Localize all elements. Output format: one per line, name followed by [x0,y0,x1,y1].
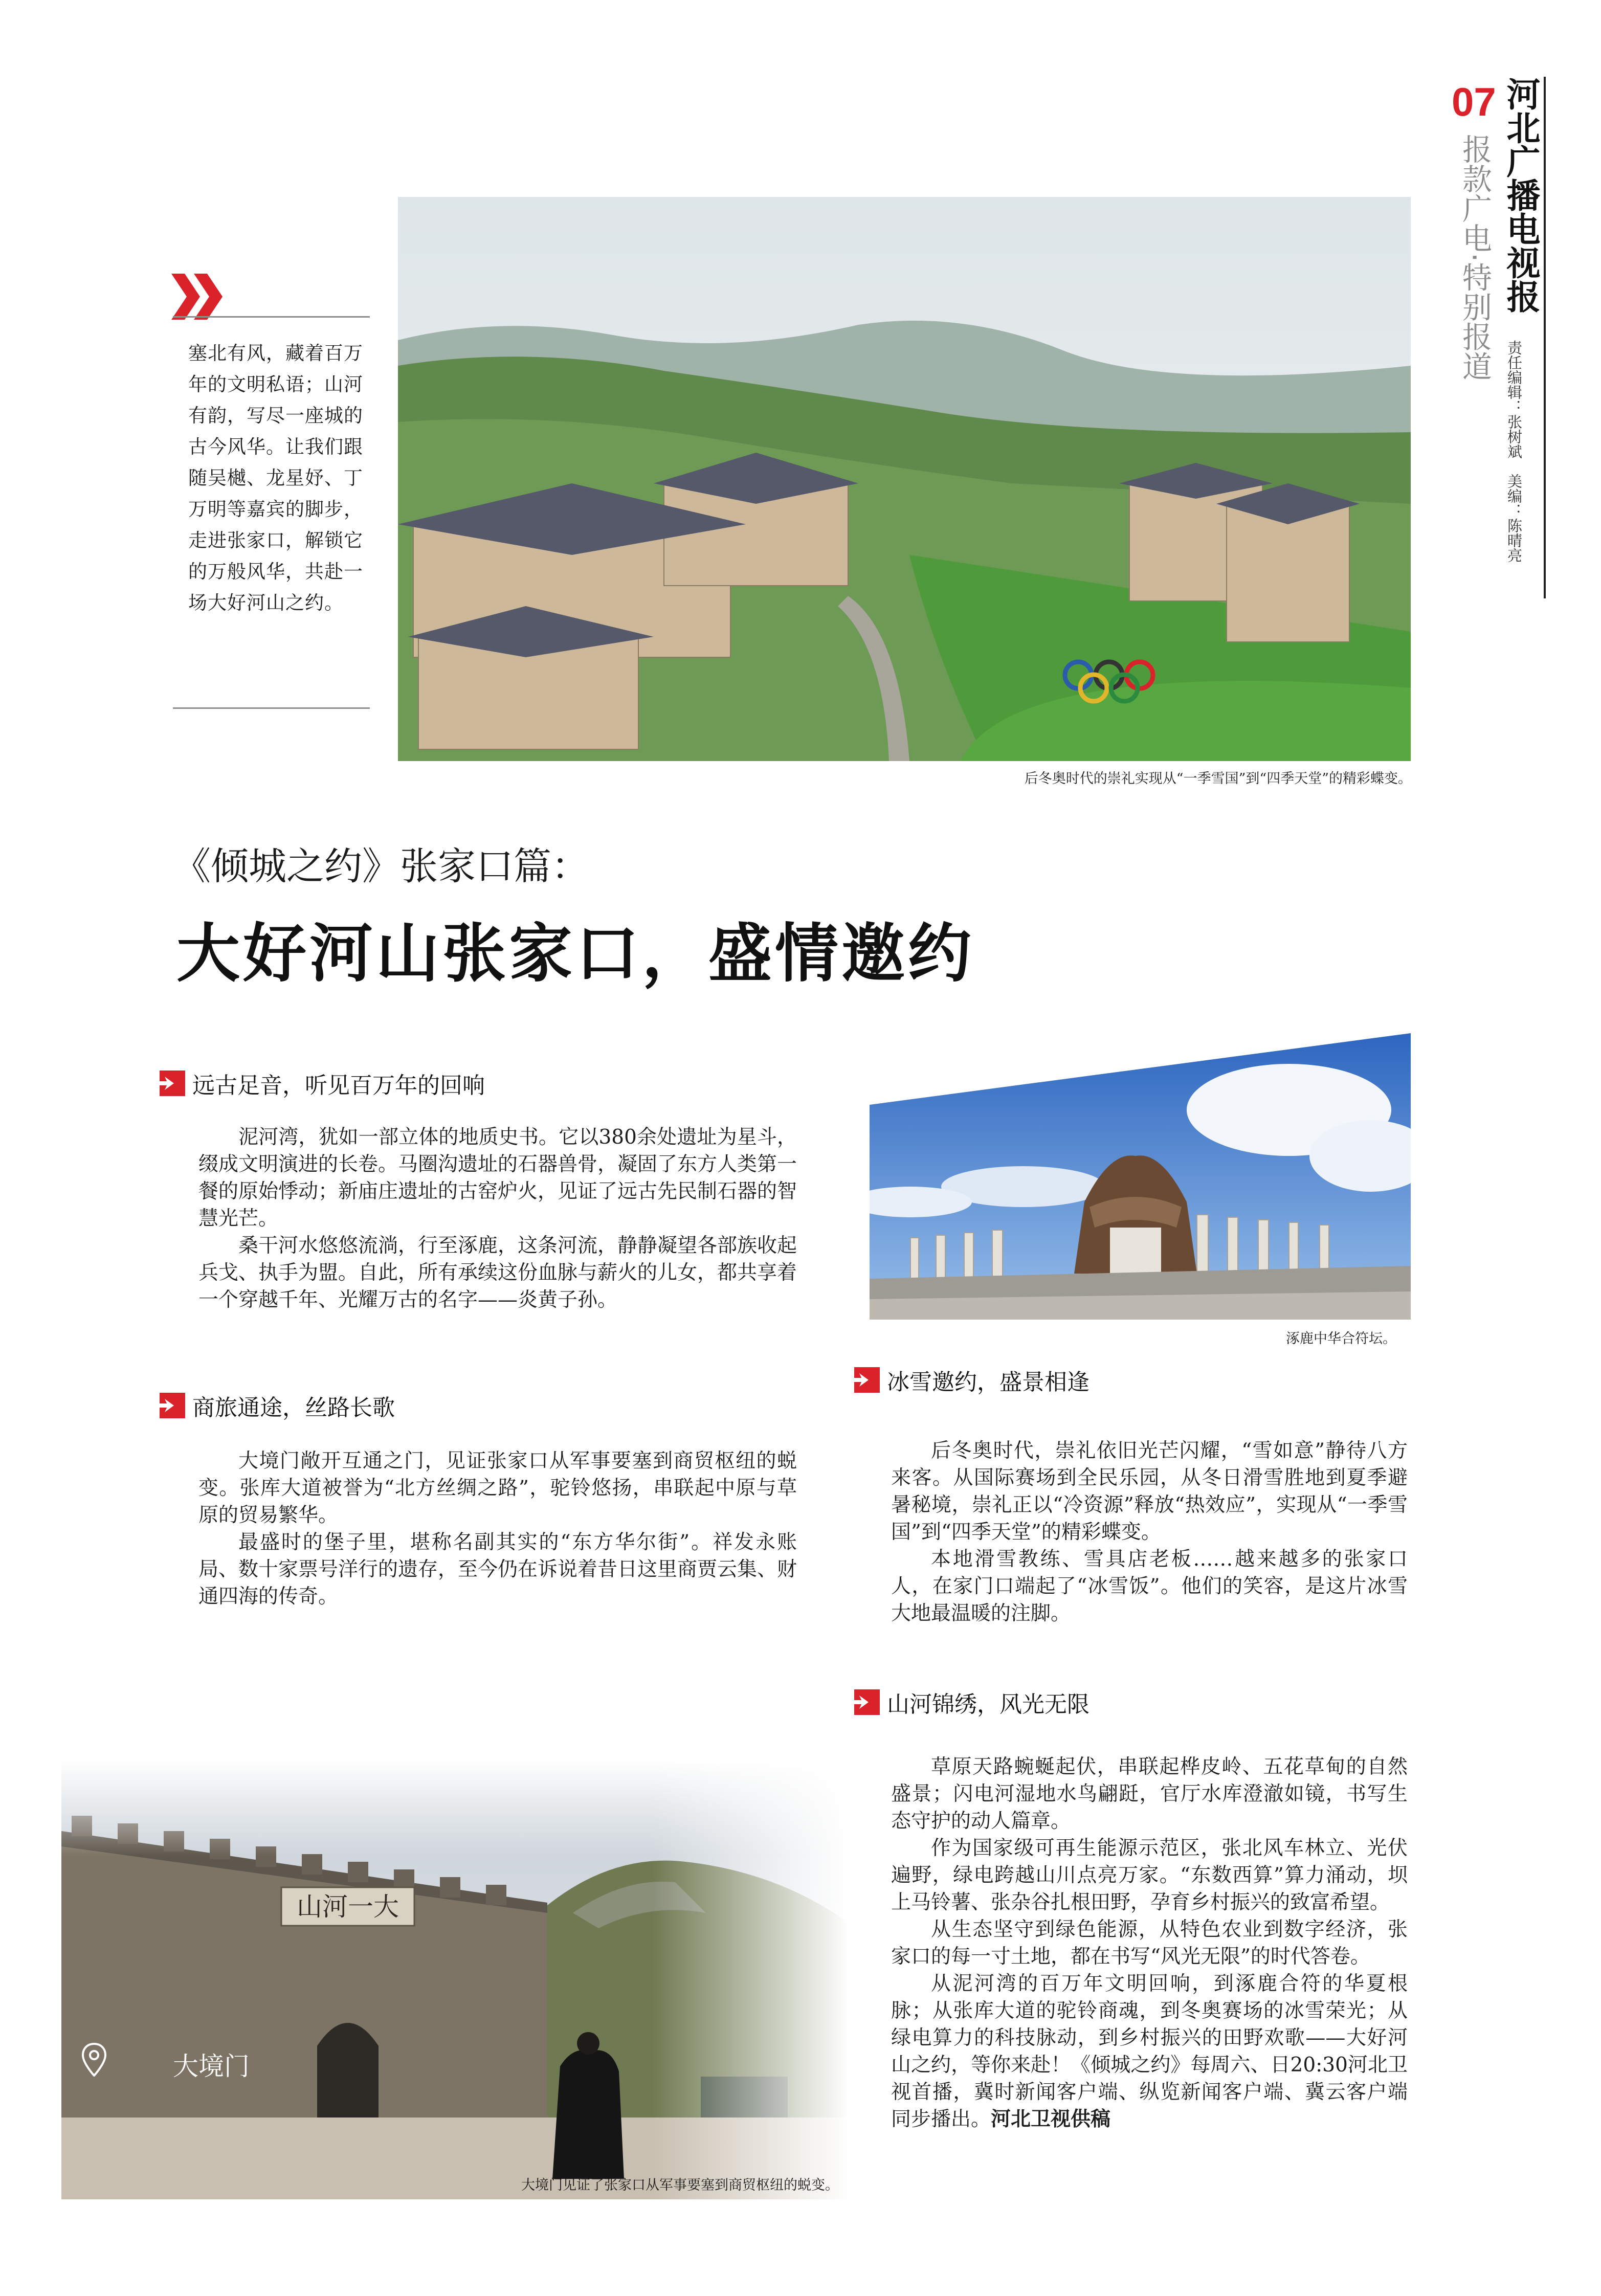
section-heading-snow [848,1365,1089,1395]
paragraph: 桑干河水悠悠流淌，行至涿鹿，这条河流，静静凝望各部族收起兵戈、执手为盟。自此，所有承续这份血脉与薪火的儿女，都共享着一个穿越千年、光耀万古的名字——炎黄子孙。 [198,1234,797,1311]
section-heading-ancient [153,1068,485,1099]
paragraph: 后冬奥时代，崇礼依旧光芒闪耀，“雪如意”静待八方来客。从国际赛场到全民乐园，从冬日滑雪胜地到夏季避暑秘境，崇礼正以“冷资源”释放“热效应”，实现从“一季雪国”到“四季天堂”的精彩蝶变。 [891,1439,1408,1544]
middle-photo-caption: 涿鹿中华合符坛。 [1286,1331,1396,1347]
paragraph: 从生态坚守到绿色能源，从特色农业到数字经济，张家口的每一寸土地，都在书写“风光无限”的时代答卷。 [891,1918,1408,1968]
paragraph [891,1970,1408,2133]
arrow-marker-icon [153,1071,185,1096]
article-headline: 大好河山张家口，盛情邀约 [176,917,975,991]
section-heading-trade [153,1390,395,1421]
intro-top-rule [173,316,370,318]
editor-credits: 责任编辑：张树斌 美编：陈晴亮 [1505,340,1523,563]
paragraph: 最盛时的堡子里，堪称名副其实的“东方华尔街”。祥发永账局、数十家票号洋行的遗存，至今仍在诉说着昔日这里商贾云集、财通四海的传奇。 [198,1531,797,1608]
top-photo-caption: 后冬奥时代的崇礼实现从“一季雪国”到“四季天堂”的精彩蝶变。 [1024,771,1412,787]
section-title: 山河锦绣，风光无限 [887,1691,1089,1718]
bottom-photo-caption: 大境门见证了张家口从军事要塞到商贸枢纽的蜕变。 [521,2177,839,2193]
section-title: 商旅通途，丝路长歌 [192,1395,395,1421]
paragraph: 草原天路蜿蜒起伏，串联起桦皮岭、五花草甸的自然盛景；闪电河湿地水鸟翩跹，官厅水库澄澈如镜，书写生态守护的动人篇章。 [891,1755,1408,1833]
section-title: 冰雪邀约，盛景相逢 [887,1369,1089,1395]
section-body-snow [891,1437,1408,1627]
closing-paragraph: 从泥河湾的百万年文明回响，到涿鹿合符的华夏根脉；从张库大道的驼铃商魂，到冬奥赛场的冰雪荣光；从绿电算力的科技脉动，到乡村振兴的田野欢歌——大好河山之约，等你来赴！《倾城之约》每周六、日20:30河北卫视首播，冀时新闻客户端、纵览新闻客户端、冀云客户端同步播出。 [891,1972,1408,2131]
section-title: 远古足音，听见百万年的回响 [192,1073,485,1099]
paragraph: 泥河湾，犹如一部立体的地质史书。它以380余处遗址为星斗，缀成文明演进的长卷。马圈沟遗址的石器兽骨，凝固了东方人类第一餐的原始悸动；新庙庄遗址的古窑炉火，见证了远古先民制石器的智慧光芒。 [198,1126,797,1230]
arrow-marker-icon [848,1367,880,1393]
chongli-olympic-village-photo [398,197,1411,761]
dajingmen-gate-photo [61,1759,849,2199]
intro-bottom-rule [173,707,370,709]
paragraph: 大境门敞开互通之门，见证张家口从军事要塞到商贸枢纽的蜕变。张库大道被誉为“北方丝绸之路”，驼铃悠扬，串联起中原与草原的贸易繁华。 [198,1450,797,1527]
special-report-label: 报款广电·特别报道 [1457,134,1492,381]
location-label: 大境门 [173,2052,250,2081]
section-body-landscape [891,1753,1408,2133]
arrow-marker-icon [153,1393,185,1418]
section-heading-landscape [848,1687,1089,1718]
section-body-ancient [198,1124,797,1313]
paragraph: 本地滑雪教练、雪具店老板……越来越多的张家口人，在家门口端起了“冰雪饭”。他们的笑容，是这片冰雪大地最温暖的注脚。 [891,1548,1408,1625]
double-chevron-icon [171,274,233,320]
newspaper-name: 河北广播电视报 [1501,77,1540,313]
intro-text: 塞北有风，藏着百万年的文明私语；山河有韵，写尽一座城的古今风华。让我们跟随吴樾、龙星妤、丁万明等嘉宾的脚步，走进张家口，解锁它的万般风华，共赴一场大好河山之约。 [188,342,363,614]
masthead-rule [1544,77,1546,598]
arrow-marker-icon [848,1689,880,1715]
paragraph: 作为国家级可再生能源示范区，张北风车林立、光伏遍野，绿电跨越山川点亮万家。“东数西算”算力涌动，坝上马铃薯、张杂谷扎根田野，孕育乡村振兴的致富希望。 [891,1837,1408,1914]
source-credit: 河北卫视供稿 [991,2108,1111,2131]
article-kicker: 《倾城之约》张家口篇： [173,844,589,888]
zhuolu-altar-photo [870,1033,1411,1320]
location-pin-icon [82,2043,106,2077]
page-number: 07 [1452,79,1496,124]
section-body-trade [198,1447,797,1610]
